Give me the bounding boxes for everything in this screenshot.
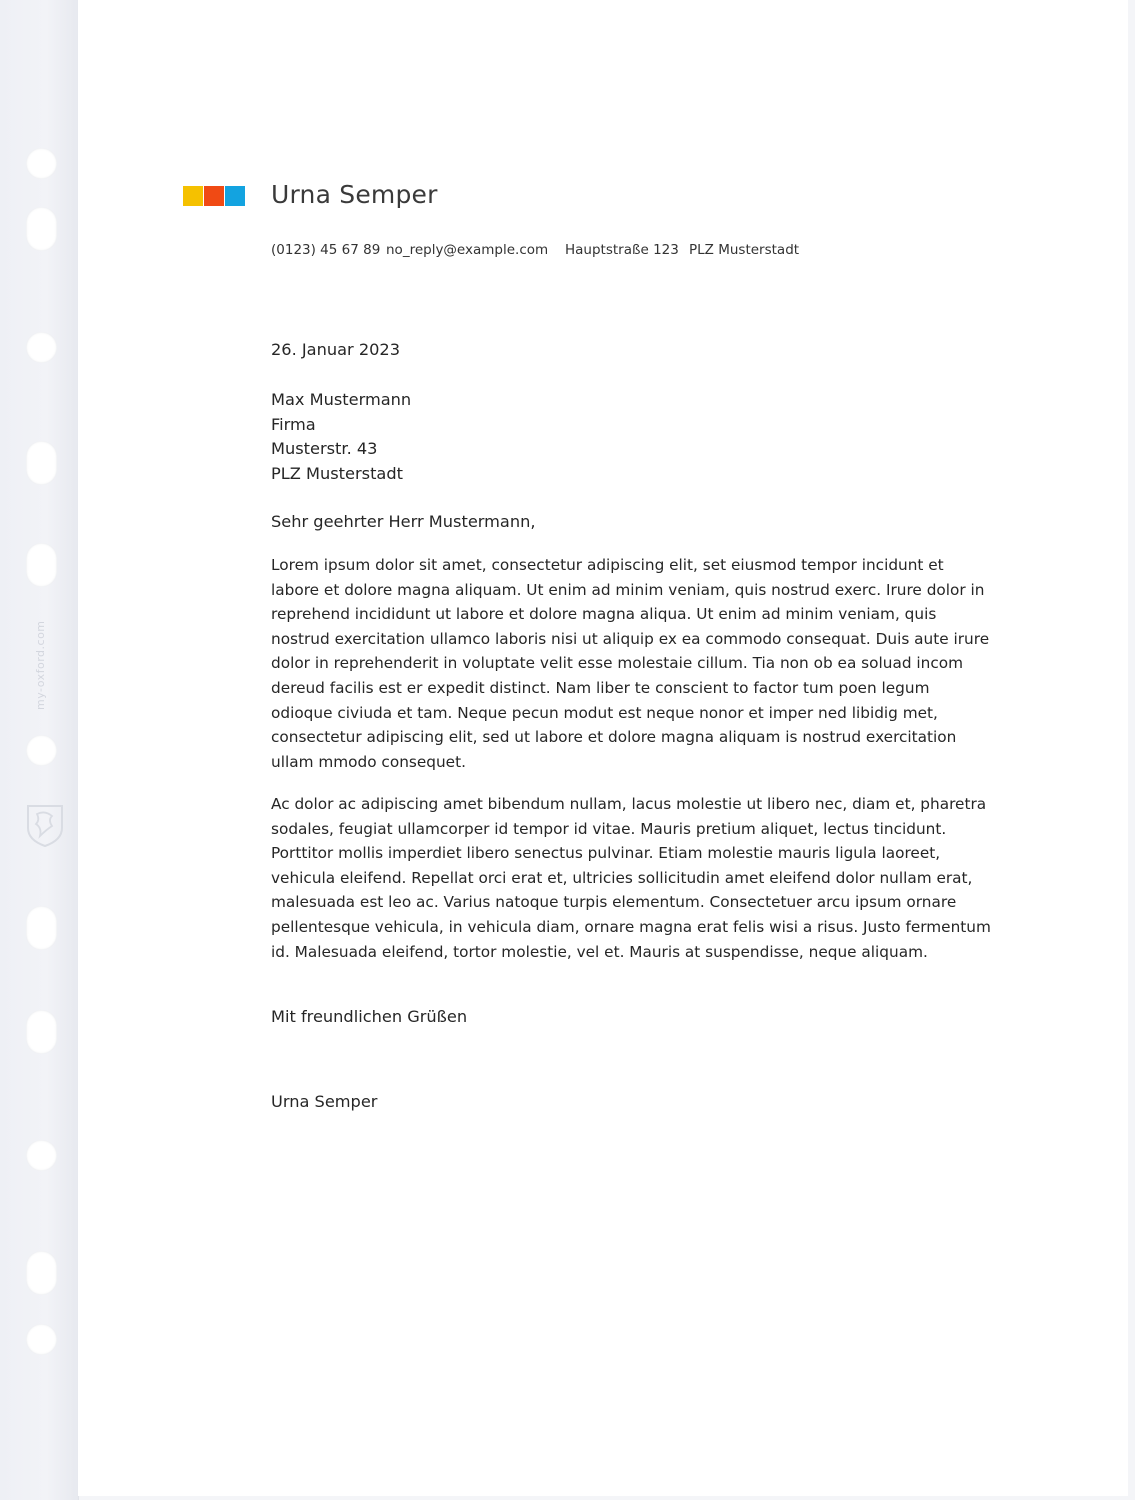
recipient-street: Musterstr. 43 (271, 439, 378, 459)
salutation: Sehr geehrter Herr Mustermann, (271, 512, 536, 531)
logo (183, 186, 245, 206)
letter-date: 26. Januar 2023 (271, 340, 401, 359)
punch-hole (26, 1251, 57, 1295)
punch-hole (26, 148, 57, 179)
signature: Urna Semper (271, 1092, 378, 1111)
sender-street: Hauptstraße 123 (565, 242, 679, 258)
recipient-city: PLZ Musterstadt (271, 464, 403, 484)
sender-city: PLZ Musterstadt (689, 242, 800, 258)
punch-hole (26, 441, 57, 485)
body-paragraph: Lorem ipsum dolor sit amet, consectetur adipiscing elit, set eiusmod tempor incidunt et labore et dolore magna aliquam. Ut enim ad minim veniam, quis nostrud exerc. Irure dolor in reprehend incididunt ut labore et dolore magna aliqua. Ut enim ad minim veniam, quis nostrud exercitation ullamco laboris nisi ut aliquip ex ea commodo consequat. Duis aute irure dolor in reprehenderit in voluptate velit esse molestaie cillum. Tia non ob ea soluad incom dereud facilis est er expedit distinct. Nam liber te conscient to factor tum poen legum odioque civiuda et tam. Neque pecun modut est neque nonor et imper ned libidig met, consectetur adipiscing elit, sed ut labore et dolore magna aliquam is nostrud exercitation ullam mmodo consequet. (271, 556, 990, 771)
logo-square-red (204, 186, 224, 206)
body-paragraph: Ac dolor ac adipiscing amet bibendum nullam, lacus molestie ut libero nec, diam et, pharetra sodales, feugiat ullamcorper id tempor id vitae. Mauris pretium aliquet, lectus tincidunt. Porttitor mollis imperdiet libero senectus pulvinar. Etiam molestie mauris ligula laoreet, vehicula eleifend. Repellat orci erat et, ultricies sollicitudin amet eleifend dolor nullam erat, malesuada est leo ac. Varius natoque turpis elementum. Consectetuer arcu ipsum ornare pellentesque vehicula, in vehicula diam, ornare magna erat felis wisi a risus. Justo fermentum id. Malesuada eleifend, tortor molestie, vel et. Mauris at suspendisse, neque aliquam. (271, 795, 991, 961)
recipient-company: Firma (271, 414, 316, 434)
closing: Mit freundlichen Grüßen (271, 1007, 468, 1026)
punch-hole (26, 543, 57, 587)
punch-hole (26, 1140, 57, 1171)
recipient-name: Max Mustermann (271, 390, 412, 409)
sheet-protector-strip (0, 0, 79, 1500)
punch-hole (26, 207, 57, 251)
sender-phone: (0123) 45 67 89 (271, 242, 381, 258)
punch-hole (26, 332, 57, 363)
logo-square-yellow (183, 186, 203, 206)
letter-page (78, 0, 1128, 1496)
punch-hole (26, 735, 57, 766)
recipient-address (271, 388, 411, 487)
sender-email: no_reply@example.com (386, 242, 549, 258)
lion-emblem-icon (22, 800, 68, 848)
punch-hole (26, 1324, 57, 1355)
sleeve-brand-text: my-oxford.com (34, 620, 47, 710)
sender-name: Urna Semper (271, 180, 438, 209)
punch-hole (26, 906, 57, 950)
logo-square-blue (225, 186, 245, 206)
punch-hole (26, 1010, 57, 1054)
